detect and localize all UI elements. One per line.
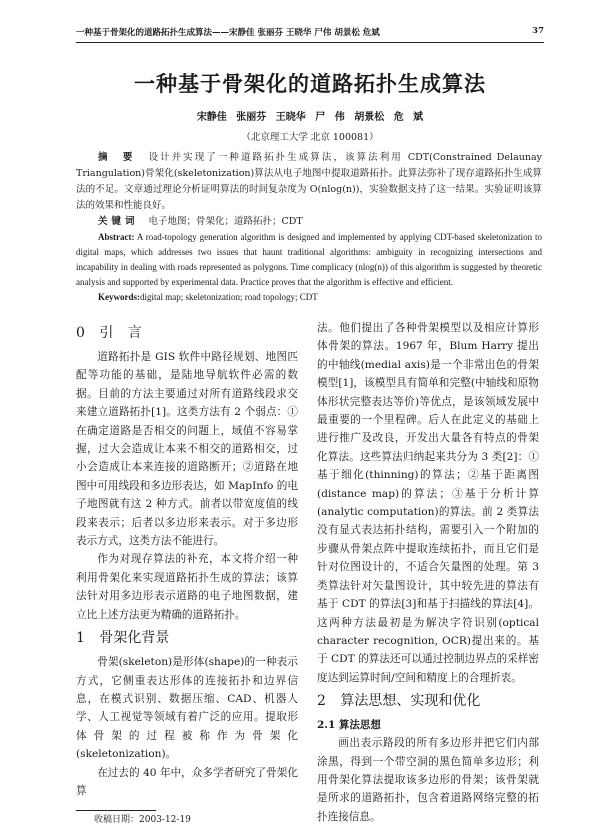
right-column: [317, 319, 539, 826]
paragraph: 法。他们提出了各种骨架模型以及相应计算形体骨架的算法。1967 年，Blum Harry 提出的中轴线(medial axis)是一个非常出色的骨架模型[1]，该模型具有简单和完整(中轴线和原物体形状完整表达等价)等优点，是该领域发展中最重要的一个里程碑。后人在此定义的基础上进行推广及改良，开发出大量各有特点的骨架化算法。这些算法归纳起来共分为 3 类[2]：①基于细化(thinning)的算法；②基于距离图(distance map)的算法；③基于分析计算(analytic computation)的算法。前 2 类算法没有显式表达拓扑结构，需要引入一个附加的步骤从骨架点阵中提取连续拓扑，而且它们是针对位图设计的，不适合矢量图的处理。第 3 类算法针对矢量图设计，其中较先进的算法有基于 CDT 的算法[3]和基于扫描线的算法[4]。这两种方法最初是为解决字符识别(optical character recognition, OCR)提出来的。基于 CDT 的算法还可以通过控制边界点的采样密度达到运算时间/空间和精度上的合理折衷。: [317, 322, 539, 684]
en-abstract-text: A road-topology generation algorithm is designed and implemented by applying CDT-based skeletonization to digital maps, which addresses two issues that haunt traditional algorithms: ambiguity in recognizing intersections and incapability in dealing with roads represented as polygons. Time complicacy (nlog(n)) of this algorithm is suggested by theoretic analysis and supported by experimental data. Practice proves that the algorithm is effective and efficient.: [76, 232, 542, 287]
en-abstract-label: Abstract:: [98, 232, 135, 242]
paragraph: 在过去的 40 年中，众多学者研究了骨架化算: [76, 766, 298, 797]
abstract-block: [76, 150, 542, 305]
paragraph: 画出表示路段的所有多边形并把它们内部涂黑，得到一个带空洞的黑色简单多边形；利用骨架化算法提取该多边形的骨架；该骨架就是所求的道路拓扑，包含着道路网络完整的拓扑连接信息。: [317, 737, 539, 823]
abstract-text: 设计并实现了一种道路拓扑生成算法，该算法利用 CDT(Constrained Delaunay Triangulation)骨架化(skeletonization)算法从电子地图中提取道路拓扑。此算法弥补了现存道路拓扑生成算法的不足。文章通过理论分析证明算法的时间复杂度为 O(nlog(n))，实验数据支持了这一结果。实验证明该算法的效果和性能良好。: [76, 152, 543, 211]
paper-title: 一种基于骨架化的道路拓扑生成算法: [134, 71, 486, 96]
en-keywords: digital map; skeletonization; road topology; CDT: [140, 292, 318, 302]
keywords-label: 关键词: [98, 216, 139, 227]
paragraph: 道路拓扑是 GIS 软件中路径规划、地图匹配等功能的基础，是陆地导航软件必需的数据。目前的方法主要通过对所有道路线段求交来建立道路拓扑[1]。这类方法有 2 个弱点：①在确定道路是否相交的问题上，域值不容易掌握，过大会造成让本来不相交的道路相交，过小会造成让本来连接的道路断开；②道路在地图中可用线段和多边形表达，如 MapInfo 的电子地图就有这 2 种方式。前者以带宽度值的线段来表示；后者以多边形来表示。对于多边形表示方式，这类方法不能进行。: [76, 351, 298, 548]
running-header: [76, 26, 544, 43]
authors: 宋静佳 张丽芬 王晓华 尸 伟 胡景松 危 斌: [196, 112, 424, 123]
paragraph: 作为对现存算法的补充，本文将介绍一种利用骨架化来实现道路拓扑生成的算法；该算法针对用多边形表示道路的电子地图数据，建立比上述方法更为精确的道路拓扑。: [76, 553, 298, 621]
section-heading-0: 0 引 言: [76, 325, 142, 341]
running-title: 一种基于骨架化的道路拓扑生成算法——宋静佳 张丽芬 王晓华 尸伟 胡景松 危斌: [76, 28, 380, 38]
received-date-footnote: 收稿日期：2003-12-19: [94, 815, 191, 826]
body-columns: [76, 319, 539, 827]
section-heading-2: 2 算法思想、实现和优化: [317, 693, 481, 710]
section-heading-1: 1 骨架化背景: [76, 630, 170, 647]
abstract-label: 摘 要: [98, 152, 139, 163]
footnote-divider: [76, 810, 156, 811]
en-keywords-label: Keywords:: [98, 292, 140, 302]
subsection-heading-2-1: 2.1 算法思想: [317, 719, 381, 732]
affiliation: （北京理工大学 北京 100081）: [241, 132, 379, 143]
keywords: 电子地图；骨架化；道路拓扑；CDT: [148, 216, 303, 227]
paragraph: 骨架(skeleton)是形体(shape)的一种表示方式，它侧重表达形体的连接拓扑和边界信息，在模式识别、数据压缩、CAD、机器人学、人工视觉等领域有着广泛的应用。提取形体骨架的过程被称作为骨架化(skeletonization)。: [76, 656, 298, 761]
page-number: 37: [532, 26, 544, 36]
left-column: [76, 319, 298, 827]
